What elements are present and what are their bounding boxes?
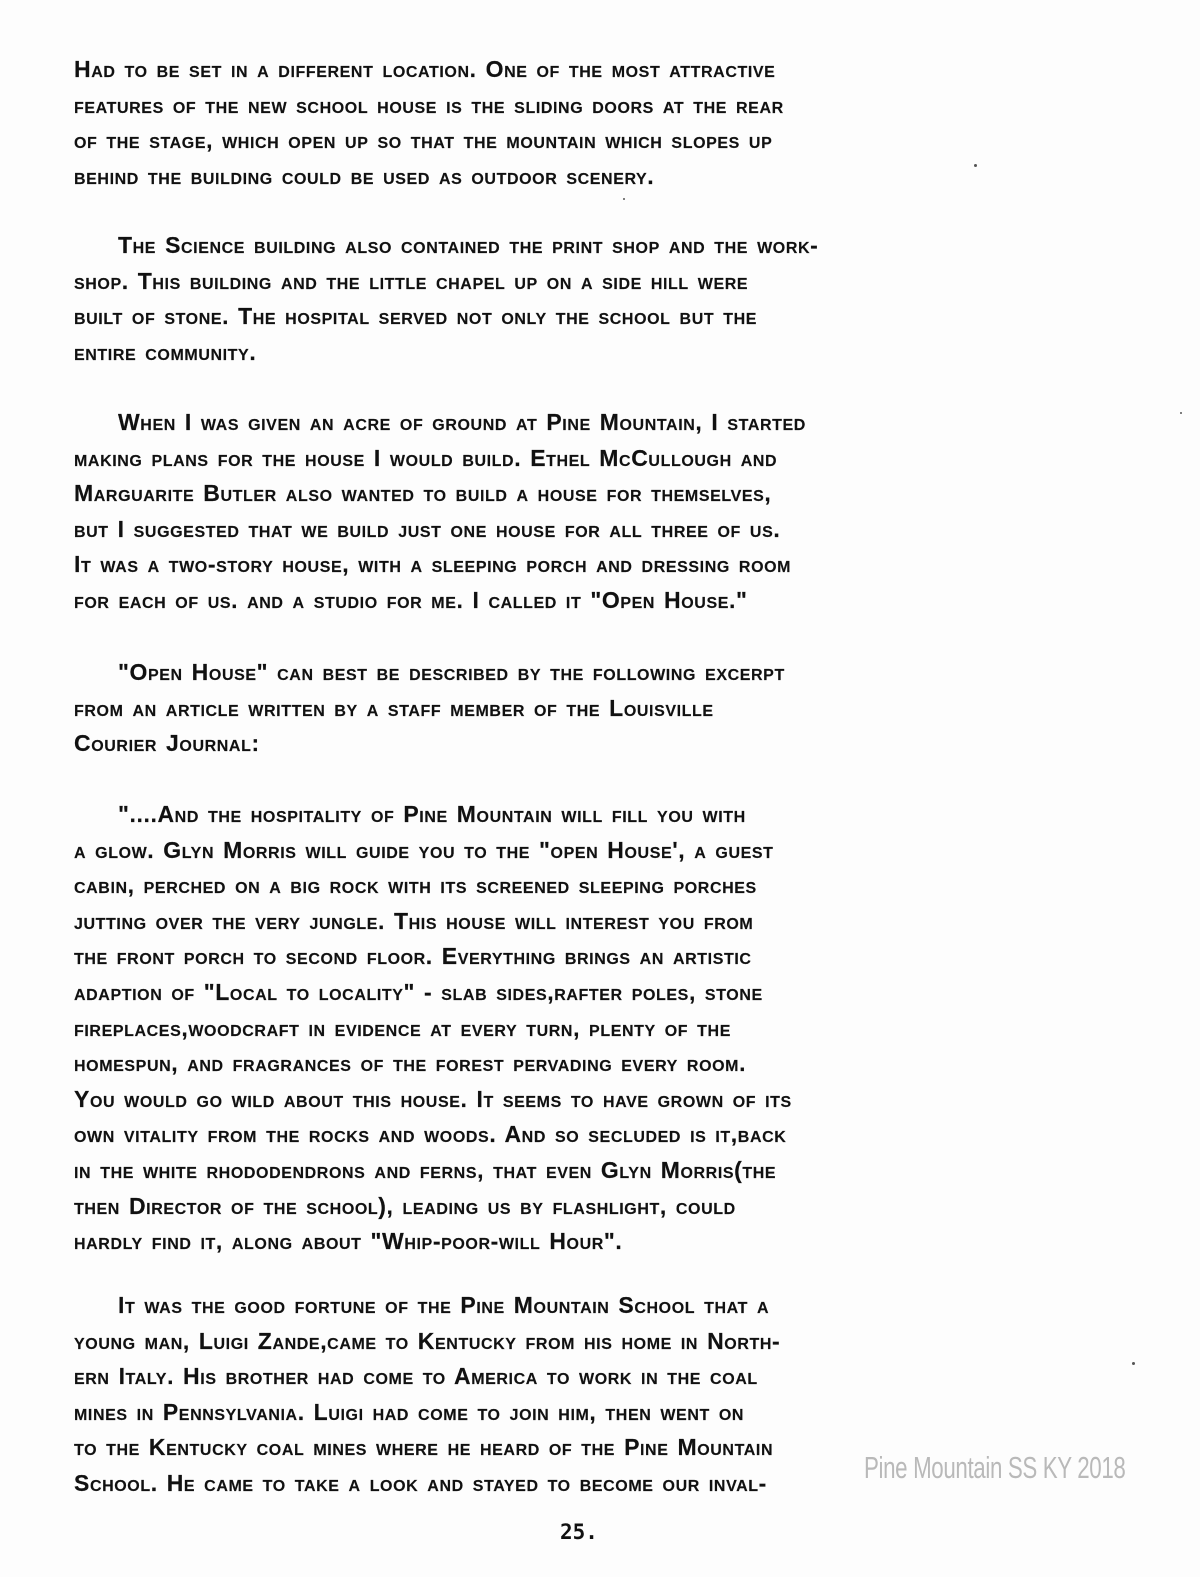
text-line: making plans for the house I would build. Ethel McCullough and <box>74 444 778 471</box>
text-line: fireplaces,woodcraft in evidence at every turn, plenty of the <box>74 1014 731 1041</box>
text-line: the front porch to second floor. Everything brings an artistic <box>74 943 752 970</box>
text-line: It was the good fortune of the Pine Mountain School that a <box>118 1292 770 1318</box>
scan-speck <box>623 198 625 200</box>
text-line: a glow. Glyn Morris will guide you to the "open House', a guest <box>74 836 774 863</box>
text-line: young man, Luigi Zande,came to Kentucky from his home in North- <box>74 1327 781 1354</box>
text-line: shop. This building and the little chapel up on a side hill were <box>74 267 749 294</box>
text-line: from an article written by a staff member of the Louisville <box>74 694 714 721</box>
paragraph-courier-journal-quote <box>74 797 1064 1260</box>
text-line: You would go wild about this house. It seems to have grown of its <box>74 1085 792 1112</box>
text-line: to the Kentucky coal mines where he heard of the Pine Mountain <box>74 1434 774 1461</box>
text-line: When I was given an acre of ground at Pine Mountain, I started <box>118 409 806 435</box>
watermark: Pine Mountain SS KY 2018 <box>864 1450 1126 1485</box>
text-line: in the white rhododendrons and ferns, that even Glyn Morris(the <box>74 1156 777 1183</box>
text-line: hardly find it, along about "Whip-poor-will Hour". <box>74 1228 623 1255</box>
text-line: for each of us. and a studio for me. I called it "Open House." <box>74 586 748 613</box>
text-line: adaption of "Local to locality" - slab sides,rafter poles, stone <box>74 978 763 1005</box>
text-line: mines in Pennsylvania. Luigi had come to join him, then went on <box>74 1398 745 1425</box>
text-line: own vitality from the rocks and woods. And so secluded is it,back <box>74 1121 787 1148</box>
text-line: homespun, and fragrances of the forest pervading every room. <box>74 1050 747 1077</box>
page-number: 25. <box>560 1520 598 1544</box>
text-line: "Open House" can best be described by the following excerpt <box>118 659 785 685</box>
text-line: The Science building also contained the print shop and the work- <box>118 232 819 258</box>
text-line: School. He came to take a look and stayed to become our inval- <box>74 1469 767 1496</box>
text-line: Marguarite Butler also wanted to build a house for themselves, <box>74 480 772 507</box>
scan-speck <box>1180 412 1182 414</box>
paragraph-science-building <box>74 228 1064 370</box>
text-line: jutting over the very jungle. This house will interest you from <box>74 907 754 934</box>
text-line: behind the building could be used as outdoor scenery. <box>74 162 655 189</box>
text-line: Had to be set in a different location. One of the most attractive <box>74 56 776 82</box>
paragraph-excerpt-intro <box>74 655 1064 762</box>
paragraph-school-house <box>74 52 1064 194</box>
text-line: features of the new school house is the sliding doors at the rear <box>74 91 784 118</box>
text-line: cabin, perched on a big rock with its screened sleeping porches <box>74 872 757 899</box>
text-line: then Director of the school), leading us by flashlight, could <box>74 1192 736 1219</box>
text-line: built of stone. The hospital served not only the school but the <box>74 303 758 330</box>
text-line: "....And the hospitality of Pine Mountain will fill you with <box>118 801 746 827</box>
text-line: entire community. <box>74 338 257 365</box>
text-line: Courier Journal: <box>74 730 260 757</box>
scan-speck <box>974 164 977 167</box>
paragraph-open-house-plans <box>74 405 1064 619</box>
text-line: of the stage, which open up so that the mountain which slopes up <box>74 127 773 154</box>
text-line: but I suggested that we build just one house for all three of us. <box>74 515 781 542</box>
text-line: It was a two-story house, with a sleeping porch and dressing room <box>74 551 792 578</box>
scan-speck <box>1132 1362 1135 1365</box>
text-line: ern Italy. His brother had come to America to work in the coal <box>74 1363 758 1390</box>
